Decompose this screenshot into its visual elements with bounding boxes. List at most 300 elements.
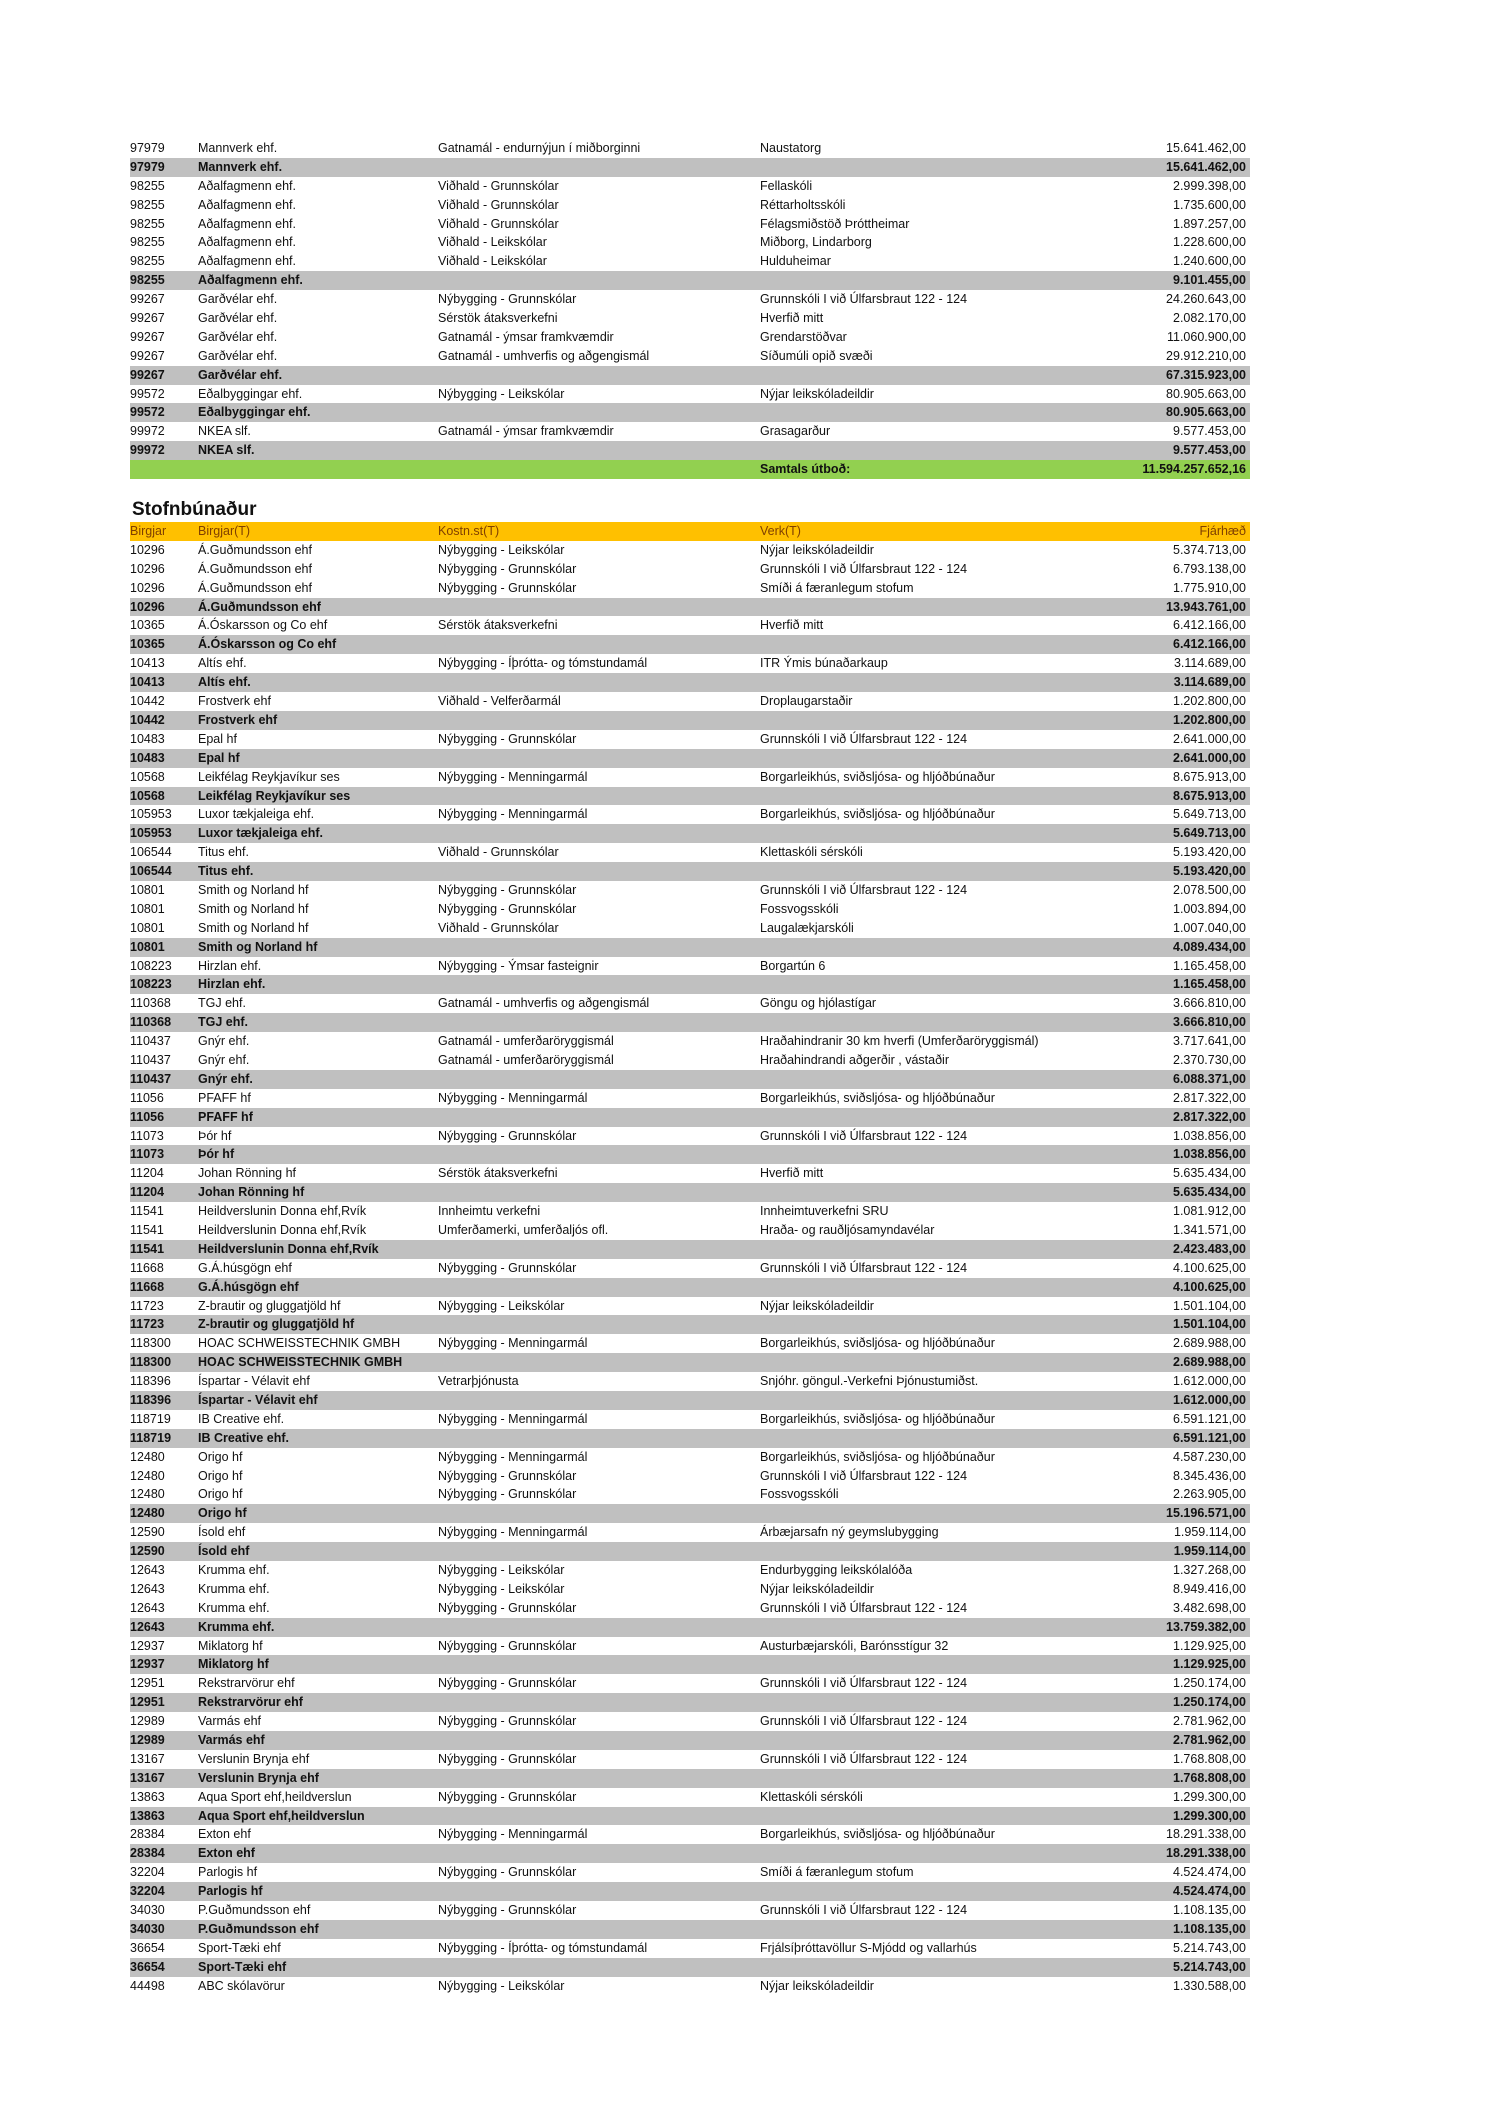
cell-project: Grasagarður bbox=[760, 424, 831, 439]
cell-amount: 15.641.462,00 bbox=[1166, 159, 1246, 174]
cell-project bbox=[760, 1013, 1100, 1032]
cell-cost-center bbox=[438, 1958, 760, 1977]
cell-cost-center: Nýbygging - Grunnskólar bbox=[438, 1903, 577, 1918]
cell-project bbox=[760, 938, 1100, 957]
cell-supplier-name: Krumma ehf. bbox=[198, 1600, 270, 1615]
cell-amount: 18.291.338,00 bbox=[1166, 1827, 1246, 1842]
cell-supplier-id: 99267 bbox=[130, 329, 165, 344]
cell-supplier-id: 99267 bbox=[130, 311, 165, 326]
cell-project bbox=[760, 1070, 1100, 1089]
cell-supplier-name: Luxor tækjaleiga ehf. bbox=[198, 807, 315, 822]
cell-cost-center: Nýbygging - Menningarmál bbox=[438, 1449, 588, 1464]
subtotal-row bbox=[130, 938, 1250, 957]
cell-supplier-id: 11073 bbox=[130, 1147, 165, 1162]
cell-supplier-name: Mannverk ehf. bbox=[198, 141, 278, 155]
table-row bbox=[130, 1977, 1250, 1996]
cell-cost-center: Nýbygging - Ýmsar fasteignir bbox=[438, 958, 599, 973]
subtotal-row bbox=[130, 1958, 1250, 1977]
cell-supplier-id: 118300 bbox=[130, 1336, 171, 1351]
cell-cost-center: Nýbygging - Grunnskólar bbox=[438, 1468, 577, 1483]
cell-supplier-name: Íspartar - Vélavit ehf bbox=[198, 1374, 310, 1389]
subtotal-row bbox=[130, 635, 1250, 654]
cell-cost-center bbox=[438, 1693, 760, 1712]
cell-project: Fellaskóli bbox=[760, 178, 813, 193]
cell-project bbox=[760, 1315, 1100, 1334]
cell-amount: 15.196.571,00 bbox=[1166, 1506, 1246, 1521]
cell-supplier-name: Smith og Norland hf bbox=[198, 882, 309, 897]
cell-supplier-id: 12643 bbox=[130, 1581, 165, 1596]
cell-supplier-id: 98255 bbox=[130, 254, 165, 269]
cell-supplier-name: Gnýr ehf. bbox=[198, 1052, 250, 1067]
cell-project bbox=[760, 1108, 1100, 1127]
section-title: Stofnbúnaður bbox=[132, 499, 257, 521]
cell-amount: 11.594.257.652,16 bbox=[1142, 462, 1246, 477]
cell-supplier-id: 11204 bbox=[130, 1166, 164, 1181]
cell-cost-center: Nýbygging - Grunnskólar bbox=[438, 882, 577, 897]
subtotal-row bbox=[130, 1145, 1250, 1164]
cell-supplier-id: 108223 bbox=[130, 977, 172, 992]
cell-supplier-id: 28384 bbox=[130, 1827, 165, 1842]
cell-cost-center bbox=[438, 1542, 760, 1561]
cell-project: Borgarleikhús, sviðsljósa- og hljóðbúnaður bbox=[760, 769, 995, 784]
table-row bbox=[130, 328, 1250, 347]
subtotal-row bbox=[130, 1542, 1250, 1561]
cell-project: Fossvogsskóli bbox=[760, 901, 839, 916]
table-row bbox=[130, 215, 1250, 234]
cell-supplier-name: Sport-Tæki ehf bbox=[198, 1940, 281, 1955]
cell-project bbox=[760, 673, 1100, 692]
cell-cost-center: Nýbygging - Grunnskólar bbox=[438, 1260, 577, 1275]
cell-cost-center bbox=[438, 1353, 760, 1372]
cell-supplier-name: Garðvélar ehf. bbox=[198, 292, 278, 307]
cell-project: Frjálsíþróttavöllur S-Mjódd og vallarhús bbox=[760, 1940, 977, 1955]
cell-amount: 18.291.338,00 bbox=[1166, 1846, 1246, 1861]
cell-supplier-id: 118396 bbox=[130, 1393, 172, 1407]
cell-cost-center: Sérstök átaksverkefni bbox=[438, 618, 558, 633]
cell-project: Klettaskóli sérskóli bbox=[760, 845, 863, 860]
cell-supplier-id: 99572 bbox=[130, 386, 165, 401]
cell-supplier-id: 11668 bbox=[130, 1279, 165, 1294]
cell-amount: 4.587.230,00 bbox=[1173, 1449, 1246, 1464]
table-row bbox=[130, 1202, 1250, 1221]
cell-supplier-id: 98255 bbox=[130, 216, 165, 231]
cell-cost-center bbox=[438, 1769, 760, 1788]
subtotal-row bbox=[130, 366, 1250, 385]
cell-project bbox=[760, 1278, 1100, 1297]
cell-supplier-name: NKEA slf. bbox=[198, 424, 251, 439]
cell-supplier-id: 12937 bbox=[130, 1638, 165, 1653]
cell-cost-center bbox=[438, 1013, 760, 1032]
cell-amount: 2.781.962,00 bbox=[1173, 1733, 1246, 1748]
cell-amount: 2.689.988,00 bbox=[1173, 1336, 1246, 1351]
cell-supplier-id: 10365 bbox=[130, 637, 165, 652]
cell-supplier-id: 10365 bbox=[130, 618, 165, 633]
table-row bbox=[130, 1750, 1250, 1769]
cell-project: Síðumúli opið svæði bbox=[760, 348, 873, 363]
cell-supplier-name: Mannverk ehf. bbox=[198, 159, 283, 174]
cell-project: Grunnskóli I við Úlfarsbraut 122 - 124 bbox=[760, 292, 968, 307]
cell-supplier-name: Varmás ehf bbox=[198, 1733, 265, 1748]
cell-supplier-id: 99972 bbox=[130, 424, 165, 439]
cell-supplier-name: Miklatorg hf bbox=[198, 1638, 263, 1653]
cell-supplier-name: Z-brautir og gluggatjöld hf bbox=[198, 1298, 341, 1313]
cell-supplier-name: Garðvélar ehf. bbox=[198, 367, 283, 382]
cell-supplier-id: 10296 bbox=[130, 580, 165, 595]
cell-project bbox=[760, 1958, 1100, 1977]
subtotal-row bbox=[130, 1108, 1250, 1127]
cell-amount: 8.345.436,00 bbox=[1173, 1468, 1246, 1483]
cell-project bbox=[760, 598, 1100, 617]
cell-project: Snjóhr. göngul.-Verkefni Þjónustumiðst. bbox=[760, 1374, 979, 1389]
cell-amount: 1.299.300,00 bbox=[1173, 1808, 1246, 1823]
cell-amount: 2.781.962,00 bbox=[1173, 1714, 1246, 1729]
cell-supplier-name: Rekstrarvörur ehf bbox=[198, 1695, 303, 1710]
cell-cost-center bbox=[438, 1070, 760, 1089]
cell-supplier-name: Rekstrarvörur ehf bbox=[198, 1676, 295, 1691]
subtotal-row bbox=[130, 862, 1250, 881]
cell-project: Nýjar leikskóladeildir bbox=[760, 1581, 874, 1596]
cell-cost-center: Nýbygging - Menningarmál bbox=[438, 1336, 588, 1351]
cell-cost-center bbox=[438, 787, 760, 806]
cell-supplier-id: 10568 bbox=[130, 769, 165, 784]
cell-project bbox=[760, 1655, 1100, 1674]
cell-project bbox=[760, 1429, 1100, 1448]
cell-cost-center bbox=[438, 1240, 760, 1259]
cell-supplier-name: Garðvélar ehf. bbox=[198, 311, 278, 326]
cell-supplier-name: Smith og Norland hf bbox=[198, 920, 309, 935]
cell-amount: 4.524.474,00 bbox=[1173, 1865, 1246, 1880]
cell-supplier-id: 10442 bbox=[130, 712, 165, 727]
cell-amount: 1.108.135,00 bbox=[1173, 1903, 1246, 1918]
cell-cost-center: Gatnamál - ýmsar framkvæmdir bbox=[438, 329, 614, 344]
cell-supplier-id: 106544 bbox=[130, 864, 172, 879]
table-row bbox=[130, 1448, 1250, 1467]
cell-supplier-name: Origo hf bbox=[198, 1506, 247, 1521]
cell-project: Borgarleikhús, sviðsljósa- og hljóðbúnaður bbox=[760, 807, 995, 822]
cell-cost-center: Nýbygging - Leikskólar bbox=[438, 1581, 565, 1596]
cell-supplier-id: 10483 bbox=[130, 731, 165, 746]
header-fjarhaed: Fjárhæð bbox=[1199, 524, 1246, 539]
cell-supplier-id: 11668 bbox=[130, 1260, 164, 1275]
cell-amount: 4.100.625,00 bbox=[1173, 1260, 1246, 1275]
cell-amount: 1.129.925,00 bbox=[1173, 1657, 1246, 1672]
cell-supplier-id: 11541 bbox=[130, 1204, 164, 1219]
cell-supplier-id: 110368 bbox=[130, 996, 171, 1011]
cell-supplier-name: Johan Rönning hf bbox=[198, 1166, 296, 1181]
cell-amount: 1.003.894,00 bbox=[1173, 901, 1246, 916]
cell-cost-center bbox=[438, 1108, 760, 1127]
table-header bbox=[130, 522, 1250, 541]
cell-supplier-id: 110368 bbox=[130, 1015, 172, 1030]
cell-project bbox=[760, 1882, 1100, 1901]
cell-supplier-id: 10568 bbox=[130, 788, 165, 803]
cell-cost-center: Nýbygging - Menningarmál bbox=[438, 1525, 588, 1540]
table-row bbox=[130, 1334, 1250, 1353]
table-row bbox=[130, 692, 1250, 711]
cell-supplier-id: 34030 bbox=[130, 1921, 165, 1936]
cell-supplier-name: Aðalfagmenn ehf. bbox=[198, 235, 296, 250]
cell-project: Hulduheimar bbox=[760, 254, 831, 269]
cell-amount: 1.735.600,00 bbox=[1173, 197, 1246, 212]
cell-supplier-name: Smith og Norland hf bbox=[198, 901, 309, 916]
table-row bbox=[130, 196, 1250, 215]
cell-cost-center: Nýbygging - Íþrótta- og tómstundamál bbox=[438, 1940, 648, 1955]
subtotal-row bbox=[130, 158, 1250, 177]
cell-project: Austurbæjarskóli, Barónsstígur 32 bbox=[760, 1638, 949, 1653]
cell-amount: 6.412.166,00 bbox=[1173, 637, 1246, 652]
cell-supplier-id: 11056 bbox=[130, 1109, 165, 1124]
cell-cost-center: Viðhald - Grunnskólar bbox=[438, 197, 559, 212]
cell-project: Hraðahindranir 30 km hverfi (Umferðaröryggismál) bbox=[760, 1034, 1039, 1049]
cell-supplier-name: Epal hf bbox=[198, 731, 237, 746]
cell-supplier-id: 11723 bbox=[130, 1298, 164, 1313]
table-row bbox=[130, 768, 1250, 787]
header-birgjar-t: Birgjar(T) bbox=[198, 524, 251, 539]
table-row bbox=[130, 1523, 1250, 1542]
subtotal-row bbox=[130, 1844, 1250, 1863]
table-row bbox=[130, 1580, 1250, 1599]
cell-amount: 1.501.104,00 bbox=[1173, 1298, 1246, 1313]
cell-amount: 3.114.689,00 bbox=[1173, 675, 1246, 690]
cell-cost-center bbox=[438, 1183, 760, 1202]
cell-supplier-name: Origo hf bbox=[198, 1449, 243, 1464]
subtotal-row bbox=[130, 1655, 1250, 1674]
cell-project bbox=[760, 1844, 1100, 1863]
cell-supplier-name: Garðvélar ehf. bbox=[198, 348, 278, 363]
cell-amount: 2.641.000,00 bbox=[1173, 731, 1246, 746]
table-row bbox=[130, 805, 1250, 824]
table-row bbox=[130, 233, 1250, 252]
cell-amount: 1.240.600,00 bbox=[1173, 254, 1246, 269]
cell-amount: 5.649.713,00 bbox=[1173, 826, 1246, 841]
cell-project: Hraðahindrandi aðgerðir , vástaðir bbox=[760, 1052, 949, 1067]
cell-project bbox=[760, 1731, 1100, 1750]
table-row bbox=[130, 1051, 1250, 1070]
cell-project: Grunnskóli I við Úlfarsbraut 122 - 124 bbox=[760, 561, 968, 576]
cell-supplier-name: HOAC SCHWEISSTECHNIK GMBH bbox=[198, 1355, 403, 1370]
cell-amount: 1.768.808,00 bbox=[1173, 1751, 1246, 1766]
cell-project: Smíði á færanlegum stofum bbox=[760, 580, 914, 595]
subtotal-row bbox=[130, 1920, 1250, 1939]
cell-project bbox=[760, 1920, 1100, 1939]
cell-cost-center: Gatnamál - umferðaröryggismál bbox=[438, 1034, 614, 1049]
table-row bbox=[130, 347, 1250, 366]
cell-amount: 3.717.641,00 bbox=[1173, 1034, 1246, 1049]
cell-cost-center: Nýbygging - Menningarmál bbox=[438, 769, 588, 784]
cell-project: Droplaugarstaðir bbox=[760, 694, 853, 709]
cell-project bbox=[760, 1183, 1100, 1202]
cell-cost-center: Gatnamál - endurnýjun í miðborginni bbox=[438, 141, 641, 155]
cell-cost-center bbox=[438, 824, 760, 843]
cell-supplier-id: 10801 bbox=[130, 920, 165, 935]
table-row bbox=[130, 1561, 1250, 1580]
previous-section-table bbox=[130, 139, 1250, 479]
cell-amount: 1.228.600,00 bbox=[1173, 235, 1246, 250]
cell-supplier-id: 11541 bbox=[130, 1222, 164, 1237]
cell-supplier-name: Krumma ehf. bbox=[198, 1619, 275, 1634]
cell-supplier-id: 11056 bbox=[130, 1090, 164, 1105]
cell-cost-center: Nýbygging - Grunnskólar bbox=[438, 1128, 577, 1143]
cell-supplier-id: 105953 bbox=[130, 826, 172, 841]
cell-supplier-name: Aðalfagmenn ehf. bbox=[198, 178, 296, 193]
header-kostn-st: Kostn.st(T) bbox=[438, 524, 500, 539]
cell-supplier-id: 13863 bbox=[130, 1789, 165, 1804]
cell-cost-center bbox=[438, 1844, 760, 1863]
stofnbunadur-table bbox=[130, 541, 1250, 1996]
cell-amount: 1.501.104,00 bbox=[1173, 1317, 1246, 1332]
cell-project: Grunnskóli I við Úlfarsbraut 122 - 124 bbox=[760, 1468, 968, 1483]
cell-supplier-id: 118719 bbox=[130, 1430, 172, 1445]
table-row bbox=[130, 541, 1250, 560]
table-row bbox=[130, 994, 1250, 1013]
cell-supplier-id: 97979 bbox=[130, 159, 165, 174]
cell-cost-center: Nýbygging - Grunnskólar bbox=[438, 1865, 577, 1880]
cell-amount: 2.999.398,00 bbox=[1173, 178, 1246, 193]
cell-project: Árbæjarsafn ný geymslubygging bbox=[760, 1525, 939, 1540]
cell-cost-center: Gatnamál - umhverfis og aðgengismál bbox=[438, 996, 650, 1011]
cell-cost-center bbox=[438, 749, 760, 768]
cell-cost-center: Viðhald - Grunnskólar bbox=[438, 920, 559, 935]
cell-supplier-id: 97979 bbox=[130, 141, 165, 155]
cell-project: Grunnskóli I við Úlfarsbraut 122 - 124 bbox=[760, 1714, 968, 1729]
table-row bbox=[130, 1599, 1250, 1618]
cell-supplier-id: 12989 bbox=[130, 1714, 165, 1729]
table-row bbox=[130, 385, 1250, 404]
cell-project: Hverfið mitt bbox=[760, 1166, 824, 1181]
cell-cost-center: Nýbygging - Leikskólar bbox=[438, 386, 565, 401]
cell-amount: 1.299.300,00 bbox=[1173, 1789, 1246, 1804]
cell-cost-center bbox=[438, 441, 760, 460]
cell-project: Grunnskóli I við Úlfarsbraut 122 - 124 bbox=[760, 731, 968, 746]
cell-amount: 3.666.810,00 bbox=[1173, 996, 1246, 1011]
cell-project: Göngu og hjólastígar bbox=[760, 996, 877, 1011]
cell-amount: 6.591.121,00 bbox=[1173, 1430, 1246, 1445]
cell-cost-center bbox=[438, 711, 760, 730]
cell-project: Hverfið mitt bbox=[760, 311, 824, 326]
cell-amount: 4.089.434,00 bbox=[1173, 939, 1246, 954]
cell-supplier-id: 12590 bbox=[130, 1544, 165, 1559]
cell-supplier-id: 99267 bbox=[130, 292, 165, 307]
cell-amount: 80.905.663,00 bbox=[1166, 386, 1246, 401]
cell-cost-center: Sérstök átaksverkefni bbox=[438, 1166, 558, 1181]
cell-amount: 8.949.416,00 bbox=[1173, 1581, 1246, 1596]
cell-supplier-name: Aðalfagmenn ehf. bbox=[198, 197, 296, 212]
cell-amount: 8.675.913,00 bbox=[1173, 769, 1246, 784]
header-birgjar: Birgjar bbox=[130, 524, 167, 539]
table-row bbox=[130, 139, 1250, 158]
cell-supplier-id: 12951 bbox=[130, 1676, 165, 1691]
cell-project bbox=[760, 1693, 1100, 1712]
cell-amount: 2.817.322,00 bbox=[1173, 1090, 1246, 1105]
table-row bbox=[130, 1788, 1250, 1807]
cell-cost-center: Nýbygging - Íþrótta- og tómstundamál bbox=[438, 656, 648, 671]
cell-amount: 2.078.500,00 bbox=[1173, 882, 1246, 897]
cell-supplier-id: 12937 bbox=[130, 1657, 165, 1672]
cell-project: Samtals útboð: bbox=[760, 462, 851, 477]
cell-cost-center: Gatnamál - umhverfis og aðgengismál bbox=[438, 348, 650, 363]
table-row bbox=[130, 1637, 1250, 1656]
cell-cost-center: Viðhald - Grunnskólar bbox=[438, 216, 559, 231]
cell-supplier-name: Hirzlan ehf. bbox=[198, 958, 262, 973]
cell-project bbox=[760, 824, 1100, 843]
cell-supplier-name: Altís ehf. bbox=[198, 656, 247, 671]
cell-amount: 13.943.761,00 bbox=[1166, 599, 1246, 614]
cell-supplier-name: Gnýr ehf. bbox=[198, 1071, 253, 1086]
cell-supplier-id: 99267 bbox=[130, 348, 165, 363]
cell-cost-center: Nýbygging - Menningarmál bbox=[438, 807, 588, 822]
cell-project: Félagsmiðstöð Þróttheimar bbox=[760, 216, 910, 231]
cell-supplier-name: Eðalbyggingar ehf. bbox=[198, 405, 311, 420]
cell-project bbox=[760, 635, 1100, 654]
table-row bbox=[130, 1485, 1250, 1504]
cell-project: Hraða- og rauðljósamyndavélar bbox=[760, 1222, 935, 1237]
cell-supplier-id: 10296 bbox=[130, 542, 165, 557]
subtotal-row bbox=[130, 1429, 1250, 1448]
cell-amount: 24.260.643,00 bbox=[1166, 292, 1246, 307]
subtotal-row bbox=[130, 1731, 1250, 1750]
table-row bbox=[130, 1221, 1250, 1240]
subtotal-row bbox=[130, 1807, 1250, 1826]
cell-supplier-name: Z-brautir og gluggatjöld hf bbox=[198, 1317, 355, 1332]
cell-project bbox=[760, 1504, 1100, 1523]
cell-project bbox=[760, 862, 1100, 881]
cell-supplier-id: 11204 bbox=[130, 1185, 165, 1200]
table-row bbox=[130, 1297, 1250, 1316]
cell-supplier-name: Hirzlan ehf. bbox=[198, 977, 266, 992]
cell-amount: 9.577.453,00 bbox=[1173, 424, 1246, 439]
cell-supplier-name: Exton ehf bbox=[198, 1846, 255, 1861]
cell-supplier-id: 11723 bbox=[130, 1317, 165, 1332]
cell-amount: 1.612.000,00 bbox=[1173, 1393, 1246, 1407]
table-row bbox=[130, 1164, 1250, 1183]
cell-project: Réttarholtsskóli bbox=[760, 197, 846, 212]
cell-supplier-id: 32204 bbox=[130, 1865, 165, 1880]
cell-supplier-id: 99267 bbox=[130, 367, 165, 382]
section-gap bbox=[130, 479, 1250, 498]
cell-project bbox=[760, 403, 1100, 422]
cell-amount: 1.129.925,00 bbox=[1173, 1638, 1246, 1653]
cell-amount: 1.202.800,00 bbox=[1173, 694, 1246, 709]
table-row bbox=[130, 919, 1250, 938]
cell-amount: 2.817.322,00 bbox=[1173, 1109, 1246, 1124]
cell-cost-center bbox=[438, 1655, 760, 1674]
cell-project bbox=[760, 1353, 1100, 1372]
cell-supplier-name: Á.Óskarsson og Co ehf bbox=[198, 637, 337, 652]
cell-cost-center: Nýbygging - Leikskólar bbox=[438, 1563, 565, 1578]
cell-cost-center: Nýbygging - Leikskólar bbox=[438, 1298, 565, 1313]
cell-supplier-id: 98255 bbox=[130, 178, 165, 193]
cell-supplier-name: Frostverk ehf bbox=[198, 712, 278, 727]
cell-supplier-name: Þór hf bbox=[198, 1147, 235, 1162]
cell-amount: 6.412.166,00 bbox=[1173, 618, 1246, 633]
cell-project bbox=[760, 366, 1100, 385]
cell-amount: 6.088.371,00 bbox=[1173, 1071, 1246, 1086]
cell-supplier-id: 12643 bbox=[130, 1600, 165, 1615]
cell-supplier-name: Leikfélag Reykjavíkur ses bbox=[198, 769, 340, 784]
cell-project: Borgarleikhús, sviðsljósa- og hljóðbúnaður bbox=[760, 1336, 995, 1351]
cell-supplier-name: Luxor tækjaleiga ehf. bbox=[198, 826, 324, 841]
cell-supplier-id: 99572 bbox=[130, 405, 165, 420]
cell-supplier-name: Aðalfagmenn ehf. bbox=[198, 216, 296, 231]
cell-supplier-name: Parlogis hf bbox=[198, 1884, 263, 1899]
cell-supplier-id: 10801 bbox=[130, 901, 165, 916]
cell-amount: 1.775.910,00 bbox=[1173, 580, 1246, 595]
cell-supplier-id: 99972 bbox=[130, 443, 165, 458]
subtotal-row bbox=[130, 749, 1250, 768]
cell-cost-center bbox=[438, 635, 760, 654]
cell-project: Borgarleikhús, sviðsljósa- og hljóðbúnaður bbox=[760, 1090, 995, 1105]
cell-amount: 8.675.913,00 bbox=[1173, 788, 1246, 803]
